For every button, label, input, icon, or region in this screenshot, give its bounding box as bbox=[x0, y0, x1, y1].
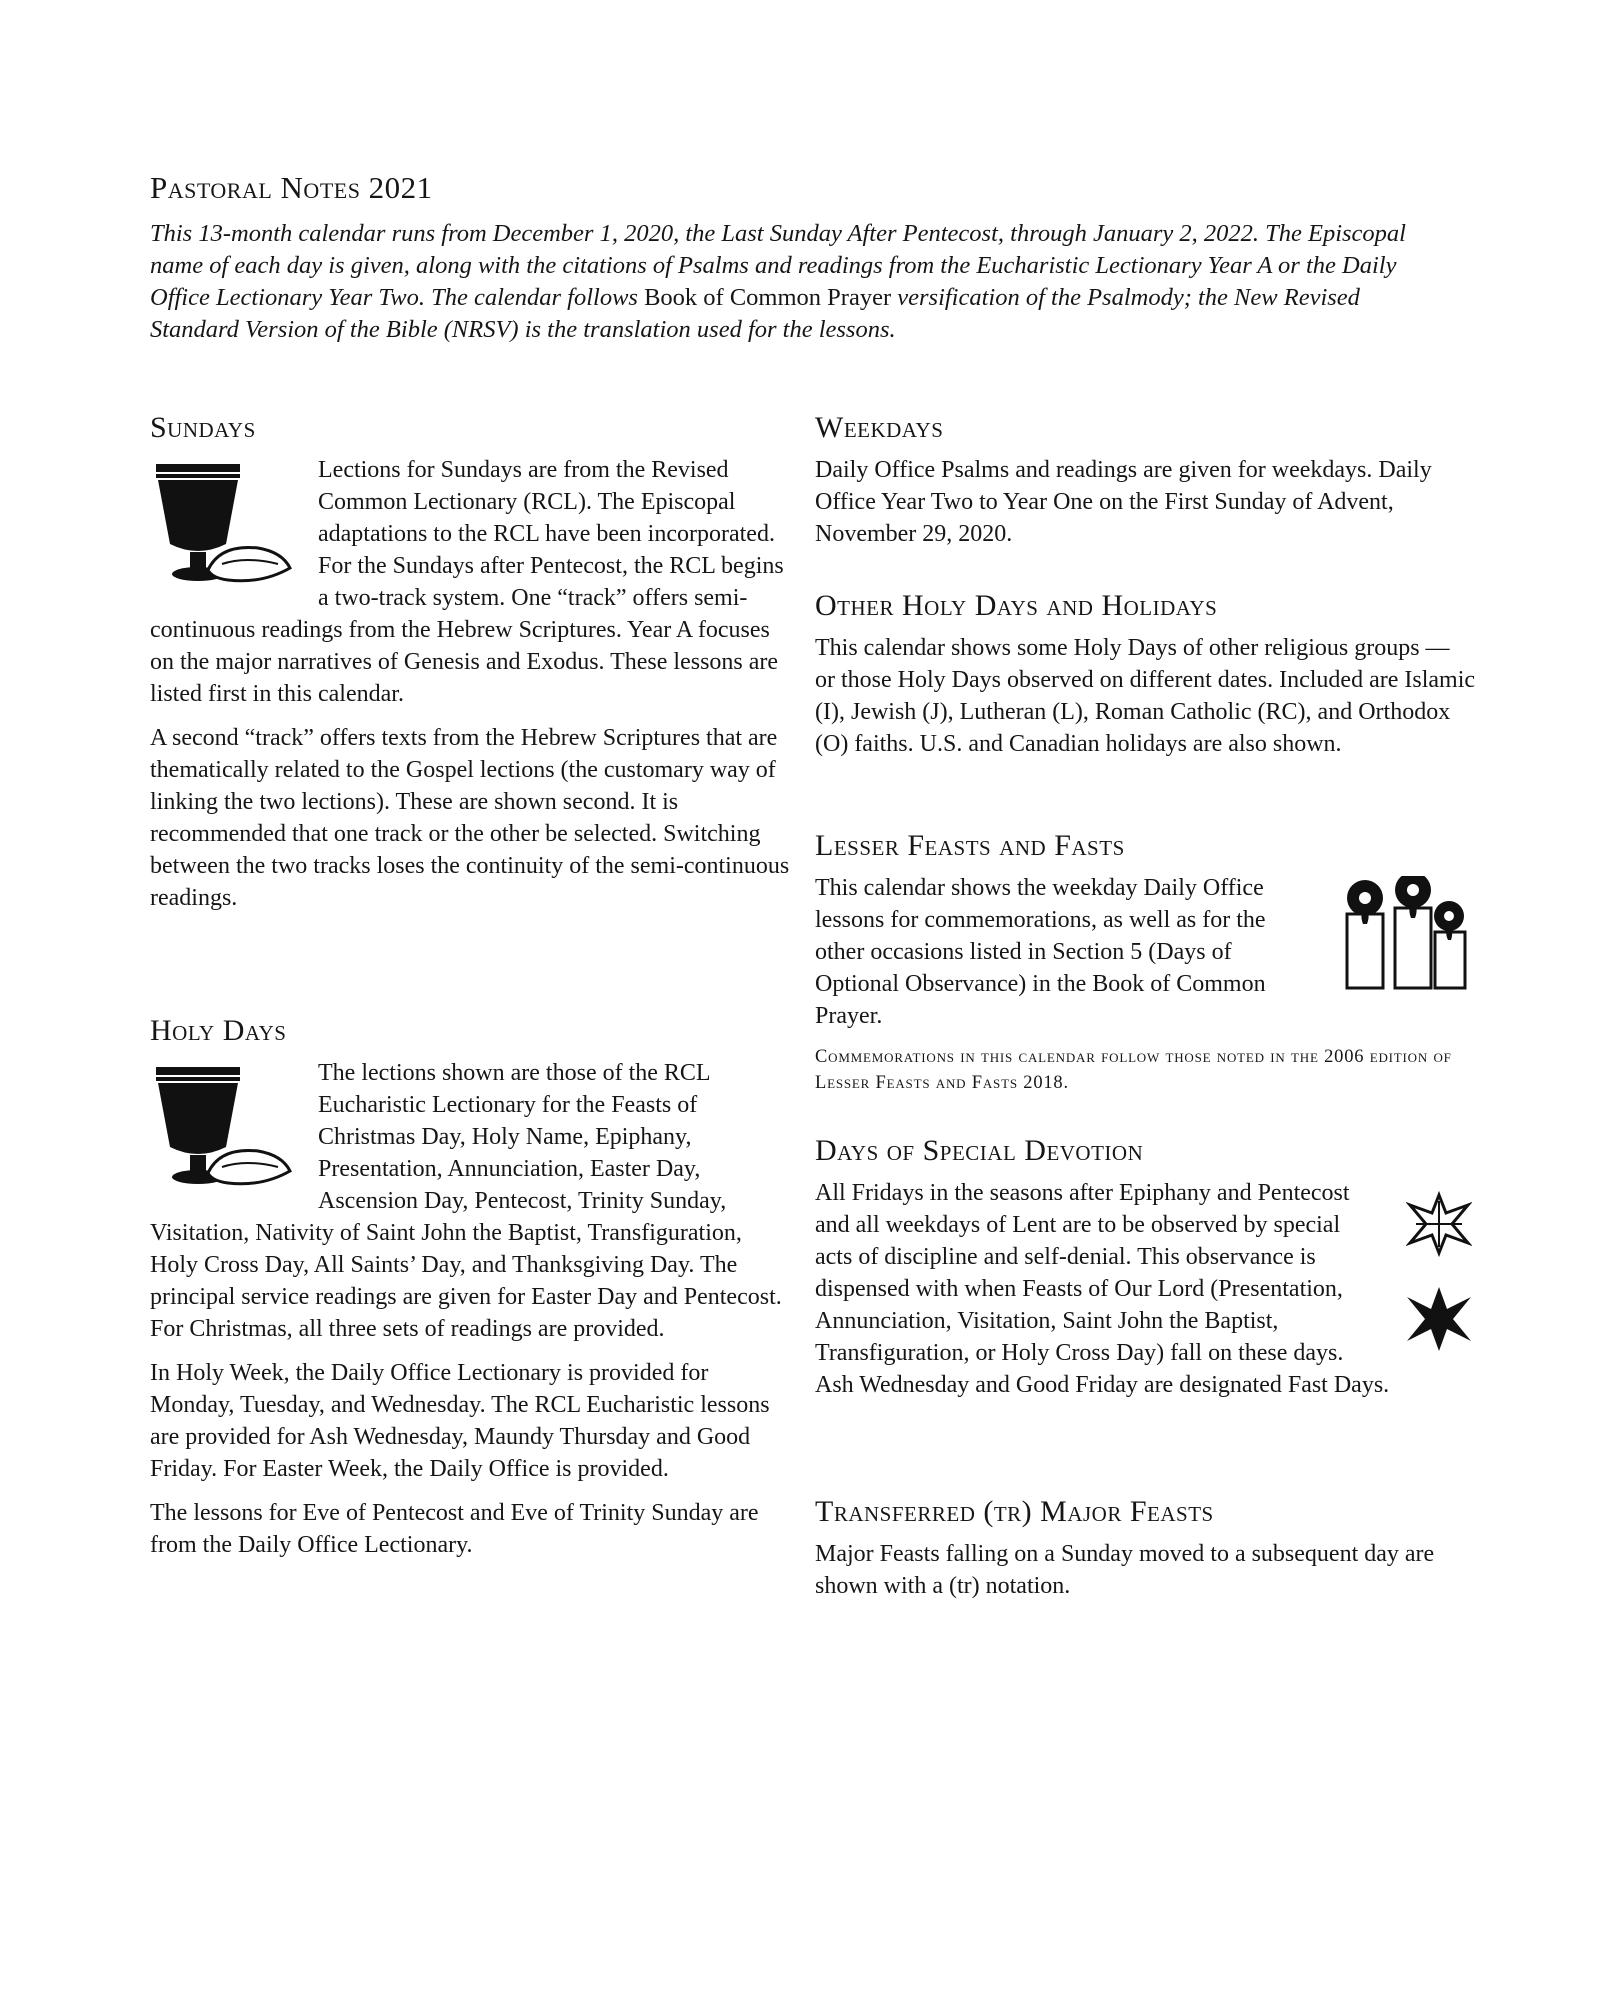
transferred-paragraph: Major Feasts falling on a Sunday moved to a subsequent day are shown with a (tr) notation. bbox=[815, 1541, 1435, 1599]
commemorations-note: Commemorations in this calendar follow those noted in the 2006 edition of Lesser Feasts and Fasts 2018. bbox=[815, 1047, 1452, 1093]
chalice-and-bread-icon bbox=[150, 460, 300, 592]
holy-days-paragraph-3: The lessons for Eve of Pentecost and Eve of Trinity Sunday are from the Daily Office Lectionary. bbox=[150, 1500, 759, 1558]
crosses-figure bbox=[1403, 1191, 1475, 1355]
section-lesser-feasts bbox=[815, 826, 1475, 1096]
intro-text-2: versification of the Psalmody; the New Revised Standard Version of the Bible (NRSV) is the translation used for the lessons. bbox=[150, 284, 1360, 343]
holy-days-paragraph-1: The lections shown are those of the RCL Eucharistic Lectionary for the Feasts of Christmas Day, Holy Name, Epiphany, Presentation, Annunciation, Easter Day, Ascension Day, Pentecost, Trinity Sunday, Visitation, Nativity of Saint John the Baptist, Transfiguration, Holy Cross Day, All Saints’ Day, and Thanksgiving Day. The principal service readings are given for Easter Day and Pentecost. For Christmas, all three sets of readings are provided. bbox=[150, 1060, 782, 1342]
lesser-feasts-paragraph: This calendar shows the weekday Daily Office lessons for commemorations, as well as for the other occasions listed in Section 5 (Days of Optional Observance) in the Book of Common Prayer. bbox=[815, 875, 1266, 1029]
section-other-holy-days bbox=[815, 586, 1475, 772]
transferred-heading: Transferred (tr) Major Feasts bbox=[815, 1495, 1214, 1528]
other-holy-days-paragraph: This calendar shows some Holy Days of other religious groups — or those Holy Days observed on different dates. Included are Islamic (I), Jewish (J), Lutheran (L), Roman Catholic (RC), and Orthodox (O) faiths. U.S. and Canadian holidays are also shown. bbox=[815, 635, 1476, 757]
intro-text-1: This 13-month calendar runs from December 1, 2020, the Last Sunday After Pentecost, through January 2, 2022. The Episcopal name of each day is given, along with the citations of Psalms and readings from the Eucharistic Lectionary Year A or the Daily Office Lectionary Year Two. The calendar follows bbox=[150, 220, 1406, 311]
lesser-feasts-heading: Lesser Feasts and Fasts bbox=[815, 829, 1125, 862]
weekdays-heading: Weekdays bbox=[815, 411, 944, 444]
intro-paragraph bbox=[150, 218, 1450, 346]
other-holy-days-heading: Other Holy Days and Holidays bbox=[815, 589, 1218, 622]
solid-cross-icon bbox=[1403, 1283, 1475, 1355]
special-devotion-paragraph: All Fridays in the seasons after Epiphany and Pentecost and all weekdays of Lent are to be observed by special acts of discipline and self-denial. This observance is dispensed with when Feasts of Our Lord (Presentation, Annunciation, Visitation, Saint John the Baptist, Transfiguration, or Holy Cross Day) fall on these days. Ash Wednesday and Good Friday are designated Fast Days. bbox=[815, 1180, 1390, 1398]
section-special-devotion bbox=[815, 1131, 1475, 1413]
sundays-paragraph-2: A second “track” offers texts from the Hebrew Scriptures that are thematically related to the Gospel lections (the customary way of linking the two lections). These are shown second. It is recommended that one track or the other be selected. Switching between the two tracks loses the continuity of the semi-continuous readings. bbox=[150, 725, 790, 911]
outline-cross-icon bbox=[1406, 1191, 1472, 1257]
holy-days-paragraph-2: In Holy Week, the Daily Office Lectionary is provided for Monday, Tuesday, and Wednesday. The RCL Eucharistic lessons are provided for Ash Wednesday, Maundy Thursday and Good Friday. For Easter Week, the Daily Office is provided. bbox=[150, 1360, 770, 1482]
intro-book-title: Book of Common Prayer bbox=[644, 284, 892, 311]
candles-icon bbox=[1335, 876, 1475, 994]
page-title: Pastoral Notes 2021 bbox=[150, 170, 433, 205]
weekdays-paragraph: Daily Office Psalms and readings are given for weekdays. Daily Office Year Two to Year One on the First Sunday of Advent, November 29, 2020. bbox=[815, 457, 1432, 547]
section-holy-days bbox=[150, 1011, 790, 1573]
holy-days-heading: Holy Days bbox=[150, 1014, 287, 1047]
section-transferred bbox=[815, 1492, 1475, 1614]
section-weekdays bbox=[815, 408, 1475, 562]
special-devotion-heading: Days of Special Devotion bbox=[815, 1134, 1144, 1167]
sundays-heading: Sundays bbox=[150, 411, 256, 444]
chalice-and-bread-icon bbox=[150, 1063, 300, 1195]
section-sundays bbox=[150, 408, 790, 926]
sundays-paragraph-1: Lections for Sundays are from the Revised Common Lectionary (RCL). The Episcopal adaptations to the RCL have been incorporated. For the Sundays after Pentecost, the RCL begins a two-track system. One “track” offers semi-continuous readings from the Hebrew Scriptures. Year A focuses on the major narratives of Genesis and Exodus. These lessons are listed first in this calendar. bbox=[150, 457, 784, 707]
